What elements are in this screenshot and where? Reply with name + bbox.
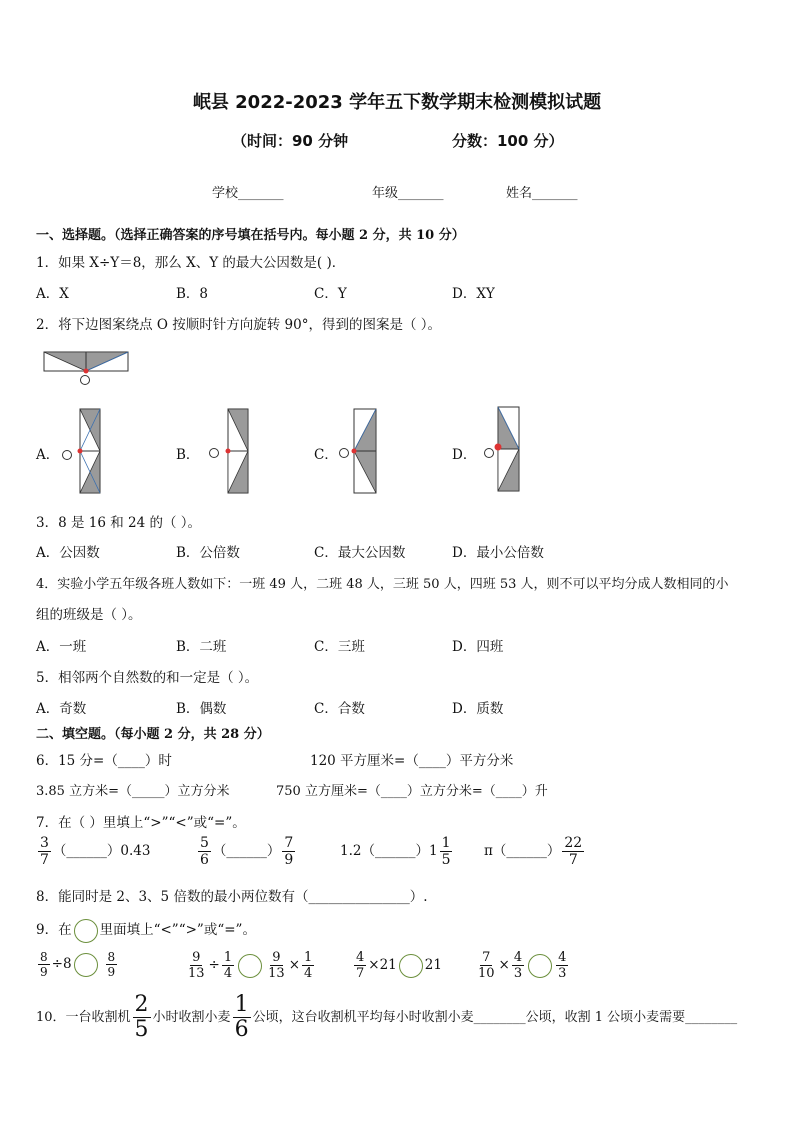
q3-option-a: A．公因数	[36, 545, 100, 561]
school-field: 学校_______	[212, 186, 284, 201]
q6-item-a: 6．15 分=（____）时	[36, 753, 172, 769]
fraction: $\frac{8}{9}$	[40, 950, 48, 979]
q9-stem: 9．在 里面填上“<”“>”或“=”。	[36, 918, 256, 943]
q10-stem: 10．一台收割机 $\frac{2}{5}$ 小时收割小麦 $\frac{1}{6}$ 公顷，这台收割机平均每小时收割小麦________公顷，收割 1 公顷小麦需要________	[36, 992, 738, 1042]
fraction: $\frac{22}{7}$	[564, 835, 583, 868]
score-label: 分数：100 分）	[452, 132, 564, 150]
fraction: $\frac{1}{6}$	[234, 992, 249, 1042]
q3-option-c: C．最大公因数	[314, 545, 406, 561]
grade-field: 年级_______	[372, 186, 444, 201]
fraction: $\frac{4}{3}$	[513, 950, 523, 981]
q2-option-d: D．	[452, 447, 477, 463]
q1-option-c: C．Y	[314, 286, 347, 302]
q1-stem: 1．如果 X÷Y＝8，那么 X、Y 的最大公因数是( )．	[36, 255, 346, 271]
q8-stem: 8．能同时是 2、3、5 倍数的最小两位数有（_______________）.	[36, 889, 428, 905]
q3-option-d: D．最小公倍数	[452, 545, 544, 561]
answer-circle	[74, 953, 98, 977]
fraction: $\frac{8}{9}$	[107, 950, 116, 979]
section-1-heading: 一、选择题。（选择正确答案的序号填在括号内。每小题 2 分，共 10 分）	[36, 228, 465, 243]
answer-circle	[399, 954, 423, 978]
q7-item-4: π（______） $\frac{22}{7}$	[484, 835, 583, 868]
q9-expr-2: $\frac{9}{13}$ ÷ $\frac{1}{4}$ $\frac{9}{13}$ × $\frac{1}{4}$	[188, 950, 313, 981]
q6-item-b: 120 平方厘米=（____）平方分米	[310, 753, 514, 769]
time-label: （时间：90 分钟	[232, 132, 349, 150]
q1-option-b: B．8	[176, 286, 209, 302]
q4-option-c: C．三班	[314, 639, 365, 655]
page-title: 岷县 2022-2023 学年五下数学期末检测模拟试题	[192, 92, 602, 113]
fraction: $\frac{1}{5}$	[441, 835, 451, 868]
q2-figure-a	[58, 405, 108, 497]
answer-circle	[74, 919, 98, 943]
q5-option-a: A．奇数	[36, 701, 87, 717]
fraction: $\frac{9}{13}$	[268, 950, 285, 981]
fraction: $\frac{1}{4}$	[304, 950, 313, 981]
fraction: $\frac{2}{5}$	[134, 992, 149, 1042]
fraction: $\frac{4}{3}$	[558, 950, 567, 981]
q3-stem: 3．8 是 16 和 24 的（ ）。	[36, 515, 202, 531]
q6-item-c: 3.85 立方米=（_____）立方分米	[36, 784, 230, 799]
q1-option-d: D．XY	[452, 286, 495, 302]
q4-option-b: B．二班	[176, 639, 227, 655]
q7-item-1: $\frac{3}{7}$ （______）0.43	[40, 835, 151, 868]
q2-option-b: B．	[176, 447, 200, 463]
q5-option-d: D．质数	[452, 701, 504, 717]
fraction: $\frac{9}{13}$	[188, 950, 205, 981]
q9-expr-4: $\frac{7}{10}$ × $\frac{4}{3}$ $\frac{4}{3}$	[478, 950, 567, 981]
q5-option-c: C．合数	[314, 701, 365, 717]
q6-item-d: 750 立方厘米=（____）立方分米=（____）升	[276, 784, 548, 799]
q3-option-b: B．公倍数	[176, 545, 240, 561]
q4-stem-line2: 组的班级是（ ）。	[36, 607, 142, 623]
q2-figure-b	[204, 405, 254, 497]
q4-option-d: D．四班	[452, 639, 504, 655]
answer-circle	[238, 954, 262, 978]
section-2-heading: 二、填空题。（每小题 2 分，共 28 分）	[36, 727, 270, 742]
q2-option-c: C．	[314, 447, 338, 463]
fraction: $\frac{7}{9}$	[284, 835, 294, 868]
q7-item-2: $\frac{5}{6}$ （______） $\frac{7}{9}$	[200, 835, 294, 868]
q2-option-a: A．	[36, 447, 60, 463]
fraction: $\frac{7}{10}$	[478, 950, 495, 981]
q9-expr-3: $\frac{4}{7}$ ×21 21	[356, 950, 442, 981]
q1-option-a: A．X	[36, 286, 69, 302]
q7-stem: 7．在（ ）里填上“>”“<”或“=”。	[36, 815, 246, 831]
q2-stem: 2．将下边图案绕点 O 按顺时针方向旋转 90°，得到的图案是（ ）。	[36, 317, 441, 333]
fraction: $\frac{4}{7}$	[356, 950, 365, 981]
fraction: $\frac{5}{6}$	[200, 835, 209, 868]
q2-figure-c	[334, 405, 384, 497]
q5-stem: 5．相邻两个自然数的和一定是（ ）。	[36, 670, 259, 686]
q4-stem-line1: 4．实验小学五年级各班人数如下：一班 49 人，二班 48 人，三班 50 人，四班 53 人，则不可以平均分成人数相同的小	[36, 577, 729, 592]
q5-option-b: B．偶数	[176, 701, 227, 717]
q2-original-figure	[40, 348, 132, 388]
q4-option-a: A．一班	[36, 639, 87, 655]
q7-item-3: 1.2（______）1 $\frac{1}{5}$	[340, 835, 451, 868]
fraction: $\frac{1}{4}$	[223, 950, 233, 981]
answer-circle	[528, 954, 552, 978]
q9-expr-1: $\frac{8}{9}$ ÷8 $\frac{8}{9}$	[40, 950, 116, 979]
fraction: $\frac{3}{7}$	[40, 835, 49, 868]
q2-figure-d	[478, 403, 528, 497]
name-field: 姓名_______	[506, 186, 578, 201]
